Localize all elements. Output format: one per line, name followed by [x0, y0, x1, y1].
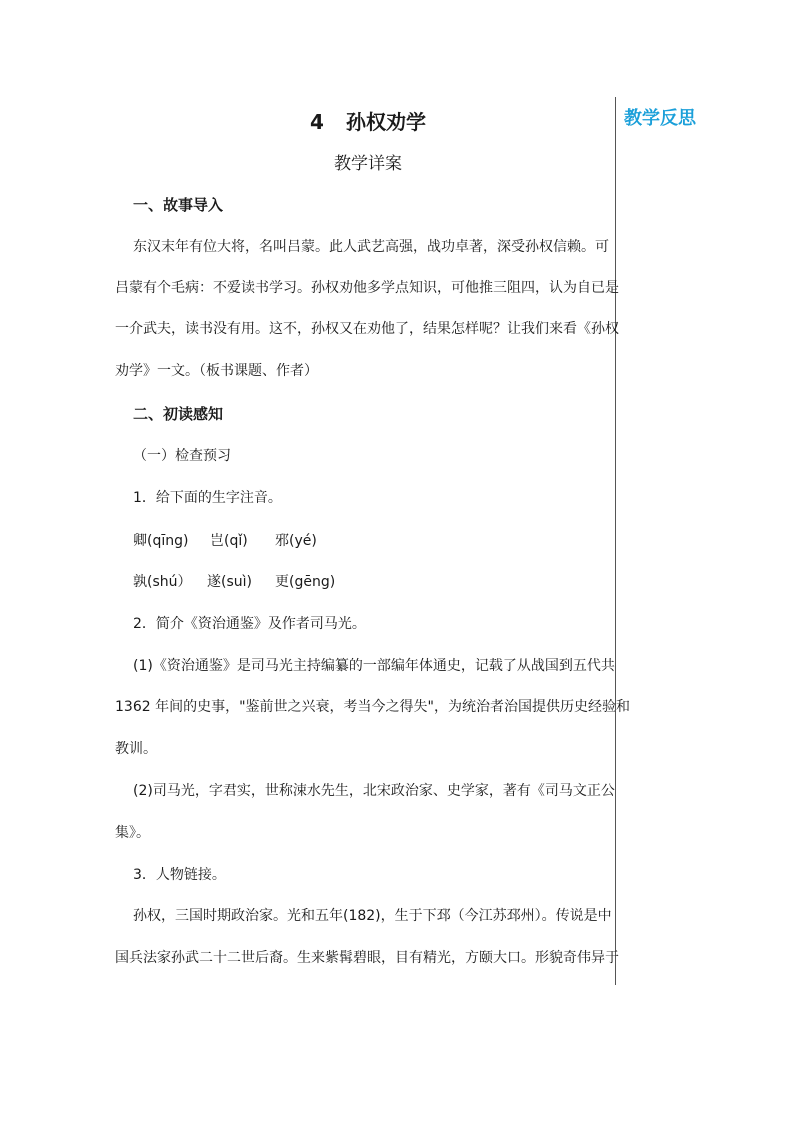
pinyin-row [133, 530, 317, 550]
paragraph-line: 孙权，三国时期政治家。光和五年(182)，生于下邳（今江苏邳州）。传说是中 [133, 908, 612, 924]
pinyin-row [133, 571, 335, 591]
pinyin-entry: 更(gēng) [275, 574, 336, 590]
paragraph-line: 一介武夫，读书没有用。这不，孙权又在劝他了，结果怎样呢？让我们来看《孙权 [115, 321, 619, 337]
paragraph-line: (2)司马光，字君实，世称涑水先生，北宋政治家、史学家，著有《司马文正公 [133, 783, 615, 799]
list-item: 2．简介《资治通鉴》及作者司马光。 [133, 616, 366, 632]
lesson-number: 4 [310, 110, 324, 134]
paragraph-line: 吕蒙有个毛病：不爱读书学习。孙权劝他多学点知识，可他推三阻四，认为自已是 [115, 280, 619, 296]
paragraph-line: 国兵法家孙武二十二世后裔。生来紫髯碧眼，目有精光，方颐大口。形貌奇伟异于 [115, 950, 619, 966]
pinyin-entry: 邪(yé) [275, 533, 317, 549]
pinyin-entry: 卿(qīng) [133, 533, 189, 549]
lesson-title [0, 106, 736, 135]
pinyin-entry: 孰(shú） [133, 574, 192, 590]
subsection-heading: （一）检查预习 [133, 448, 231, 464]
lesson-subtitle: 教学详案 [334, 154, 402, 174]
paragraph-line: 教训。 [115, 741, 157, 757]
paragraph-line: 1362 年间的史事，"鉴前世之兴衰，考当今之得失"，为统治者治国提供历史经验和 [115, 699, 630, 715]
paragraph-line: 集》。 [115, 825, 150, 841]
sidebar-divider [615, 97, 616, 985]
section-heading-intro: 一、故事导入 [133, 196, 224, 214]
pinyin-entry: 遂(suì) [207, 574, 252, 590]
list-item: 1．给下面的生字注音。 [133, 490, 282, 506]
list-item: 3．人物链接。 [133, 867, 226, 883]
paragraph-line: 东汉末年有位大将，名叫吕蒙。此人武艺高强，战功卓著，深受孙权信赖。可 [133, 239, 609, 255]
teaching-reflection-label: 教学反思 [624, 108, 696, 129]
lesson-title-text: 孙权劝学 [345, 110, 426, 134]
section-heading-reading: 二、初读感知 [133, 405, 224, 423]
paragraph-line: 劝学》一文。（板书课题、作者） [115, 363, 318, 379]
pinyin-entry: 岂(qǐ) [210, 533, 248, 549]
paragraph-line: (1)《资治通鉴》是司马光主持编纂的一部编年体通史，记载了从战国到五代共 [133, 658, 615, 674]
